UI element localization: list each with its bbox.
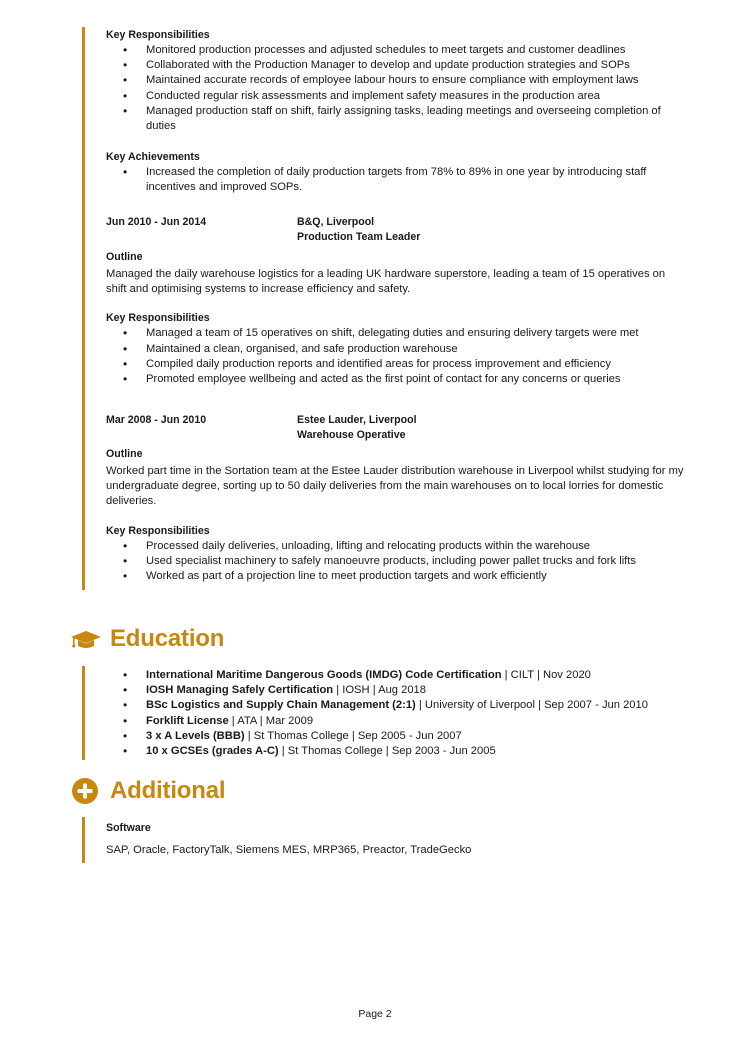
job2-outline-heading: Outline [106,251,143,263]
job1-achievements-heading: Key Achievements [106,151,200,164]
job2-title-block [297,215,420,245]
software-heading: Software [106,822,151,834]
accent-bar-additional [82,817,85,863]
job1-achievements-list [106,165,686,195]
education-title: Education [110,625,225,652]
list-item [106,698,686,713]
job3-responsibilities-list [106,539,686,585]
additional-heading [70,777,225,805]
education-item-name: 10 x GCSEs (grades A-C) [146,745,279,758]
list-item: • Compiled daily production reports and identified areas for process improvement and efficiency [106,357,686,372]
list-item: • Managed production staff on shift, fairly assigning tasks, leading meetings and overseeing completion of duties [106,104,686,134]
list-item [106,744,686,759]
job2-outline: Managed the daily warehouse logistics for a leading UK hardware superstore, leading a team of 15 operatives on shift and optimising systems to increase efficiency and safety. [106,268,666,296]
job3-outline: Worked part time in the Sortation team at the Estee Lauder distribution warehouse in Liverpool whilst studying for my undergraduate degree, sorting up to 50 daily deliveries from the main warehouses on to local lorries for domestic deliveries. [106,465,684,508]
education-section [106,668,686,759]
education-item-detail: | IOSH | Aug 2018 [333,684,427,697]
job1-responsibilities-heading: Key Responsibilities [106,29,210,41]
job3-company: Estee Lauder, Liverpool [297,414,417,426]
list-item: • Promoted employee wellbeing and acted as the first point of contact for any concerns or queries [106,372,686,387]
additional-section [106,821,686,858]
education-item-detail: | University of Liverpool | Sep 2007 - Jun 2010 [415,699,648,712]
job1-section [106,28,686,196]
job3-dates: Mar 2008 - Jun 2010 [106,414,207,426]
job2-header [106,215,686,245]
job3-responsibilities-heading: Key Responsibilities [106,524,210,537]
education-item-name: International Maritime Dangerous Goods (IMDG) Code Certification [146,669,502,681]
job2-responsibilities-list [106,326,686,387]
list-item: • Managed a team of 15 operatives on shift, delegating duties and ensuring delivery targets were met [106,326,686,341]
list-item [106,714,686,729]
job2-company: B&Q, Liverpool [297,216,375,228]
page-number: Page 2 [358,1008,392,1020]
education-list [106,668,686,759]
list-item: • Collaborated with the Production Manager to develop and update production strategies and SOPs [106,58,686,73]
job3-header [106,413,686,443]
education-item-name: IOSH Managing Safely Certification [146,684,334,697]
accent-bar-experience [82,27,85,590]
education-heading [70,625,224,653]
job3-title-block [297,413,417,443]
job1-responsibilities-list [106,43,686,134]
plus-circle-icon [71,777,99,805]
accent-bar-education [82,666,85,760]
education-item-detail: | St Thomas College | Sep 2003 - Jun 2005 [278,745,496,758]
education-item-detail: | St Thomas College | Sep 2005 - Jun 2007 [244,729,462,742]
list-item [106,668,686,683]
list-item: • Maintained accurate records of employee labour hours to ensure compliance with employment laws [106,73,686,88]
list-item: • Conducted regular risk assessments and implement safety measures in the production area [106,89,686,104]
list-item: • Increased the completion of daily production targets from 78% to 89% in one year by introducing staff incentives and improved SOPs. [106,165,686,195]
list-item: • Maintained a clean, organised, and safe production warehouse [106,342,686,357]
list-item: • Monitored production processes and adjusted schedules to meet targets and customer deadlines [106,43,686,58]
education-item-detail: | ATA | Mar 2009 [228,714,314,727]
education-item-name: Forklift License [146,714,229,727]
job2-dates: Jun 2010 - Jun 2014 [106,216,207,228]
list-item [106,683,686,698]
job2-role: Production Team Leader [297,231,421,243]
list-item [106,729,686,744]
education-item-detail: | CILT | Nov 2020 [501,669,591,681]
job3-section [106,413,686,584]
job3-role: Warehouse Operative [297,429,406,441]
software-list: SAP, Oracle, FactoryTalk, Siemens MES, MRP365, Preactor, TradeGecko [106,844,472,856]
graduation-cap-icon [70,625,102,653]
job3-outline-heading: Outline [106,448,143,460]
additional-title: Additional [110,777,226,804]
job2-responsibilities-heading: Key Responsibilities [106,312,210,325]
job2-section [106,215,686,387]
list-item: • Worked as part of a projection line to meet production targets and work efficiently [106,569,686,584]
education-item-name: BSc Logistics and Supply Chain Management (2:1) [146,699,416,712]
list-item: • Used specialist machinery to safely manoeuvre products, including power pallet trucks and fork lifts [106,554,686,569]
list-item: • Processed daily deliveries, unloading, lifting and relocating products within the warehouse [106,539,686,554]
education-item-name: 3 x A Levels (BBB) [146,729,245,742]
